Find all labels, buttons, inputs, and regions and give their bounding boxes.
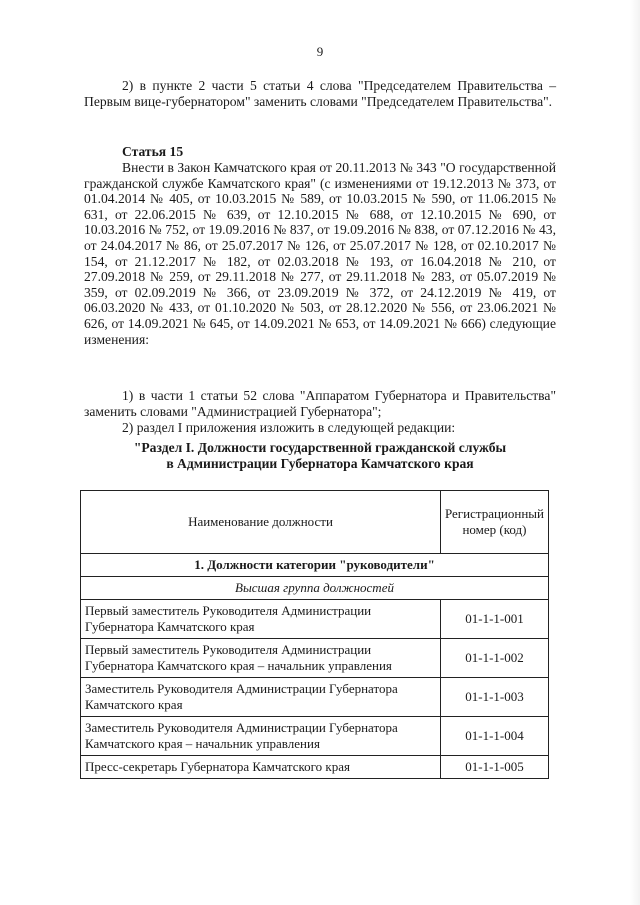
group-row	[81, 577, 549, 600]
table-row	[81, 755, 549, 778]
position-name: Первый заместитель Руководителя Администрации Губернатора Камчатского края – начальник управления	[81, 638, 441, 677]
section-heading-line-2: в Администрации Губернатора Камчатского края	[166, 456, 474, 471]
position-name: Первый заместитель Руководителя Администрации Губернатора Камчатского края	[81, 599, 441, 638]
paragraph-amendment-2: 2) в пункте 2 части 5 статьи 4 слова "Председателем Правительства – Первым вице-губернатором" заменить словами "Председателем Правительства".	[84, 78, 556, 109]
paragraph-article-15-intro: Внести в Закон Камчатского края от 20.11.2013 № 343 "О государственной гражданской службе Камчатского края" (с изменениями от 19.12.2013 № 373, от 01.04.2014 № 405, от 10.03.2015 № 589, от 10.03.2015 № 590, от 11.06.2015 № 631, от 22.06.2015 № 639, от 12.10.2015 № 688, от 12.10.2015 № 690, от 10.03.2016 № 752, от 19.09.2016 № 837, от 19.09.2016 № 838, от 07.12.2016 № 43, от 24.04.2017 № 86, от 25.07.2017 № 126, от 25.07.2017 № 128, от 02.10.2017 № 154, от 21.12.2017 № 182, от 02.03.2018 № 193, от 16.04.2018 № 210, от 27.09.2018 № 259, от 29.11.2018 № 277, от 29.11.2018 № 283, от 05.07.2019 № 359, от 02.09.2019 № 366, от 23.09.2019 № 372, от 24.12.2019 № 419, от 06.03.2020 № 433, от 01.10.2020 № 503, от 28.12.2020 № 556, от 23.06.2021 № 626, от 14.09.2021 № 645, от 14.09.2021 № 653, от 14.09.2021 № 666) следующие изменения:	[84, 160, 556, 347]
position-code: 01-1-1-004	[440, 716, 548, 755]
table-row	[81, 638, 549, 677]
group-label: Высшая группа должностей	[81, 577, 549, 600]
position-name: Пресс-секретарь Губернатора Камчатского края	[81, 755, 441, 778]
section-heading	[84, 440, 556, 472]
positions-table	[80, 490, 549, 779]
scan-edge-shadow	[630, 0, 640, 905]
position-code: 01-1-1-002	[440, 638, 548, 677]
paragraph-item-2: 2) раздел I приложения изложить в следующей редакции:	[122, 420, 456, 435]
header-registration-code: Регистрационный номер (код)	[440, 491, 548, 554]
page-number: 9	[316, 44, 324, 59]
paragraph-item-1: 1) в части 1 статьи 52 слова "Аппаратом Губернатора и Правительства" заменить словами "Администрацией Губернатора";	[84, 388, 556, 419]
article-title: Статья 15	[122, 144, 184, 159]
header-position-name: Наименование должности	[81, 491, 441, 554]
table-header-row	[81, 491, 549, 554]
table-row	[81, 677, 549, 716]
section-heading-line-1: "Раздел I. Должности государственной гражданской службы	[133, 440, 507, 455]
table-row	[81, 716, 549, 755]
position-code: 01-1-1-001	[440, 599, 548, 638]
position-name: Заместитель Руководителя Администрации Губернатора Камчатского края – начальник управления	[81, 716, 441, 755]
position-code: 01-1-1-003	[440, 677, 548, 716]
position-name: Заместитель Руководителя Администрации Губернатора Камчатского края	[81, 677, 441, 716]
table-row	[81, 599, 549, 638]
category-row	[81, 554, 549, 577]
category-label: 1. Должности категории "руководители"	[81, 554, 549, 577]
position-code: 01-1-1-005	[440, 755, 548, 778]
